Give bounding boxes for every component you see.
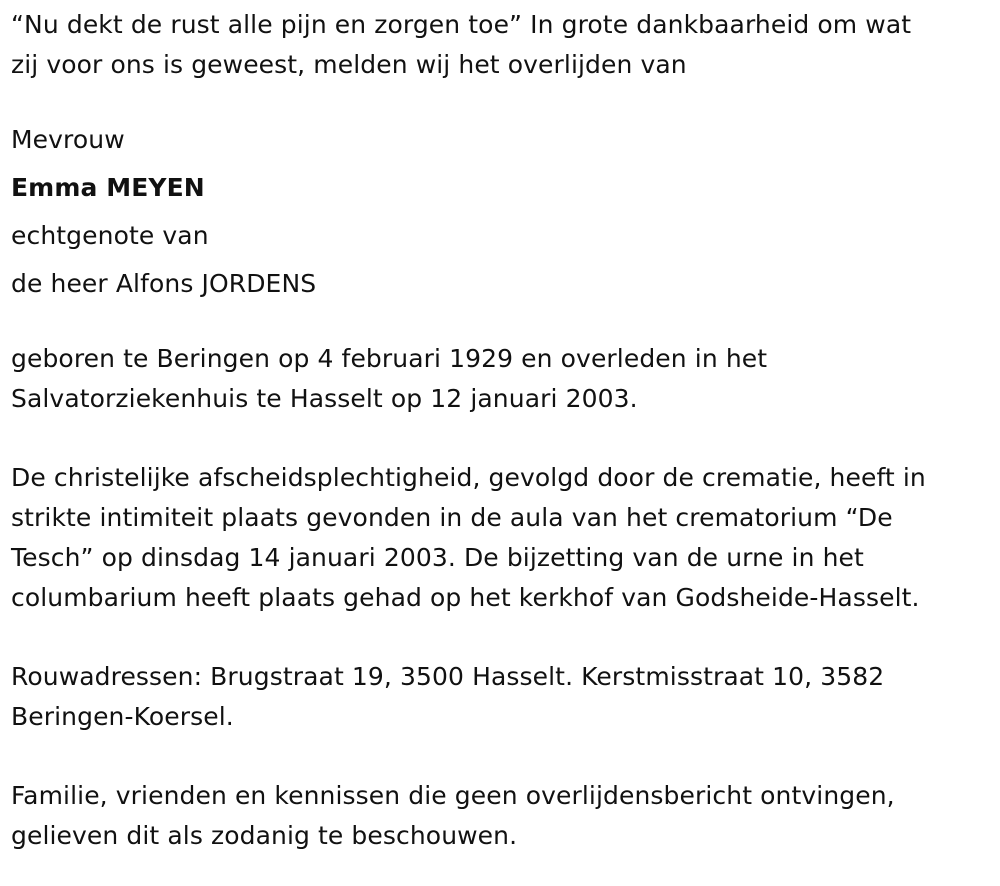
closing-paragraph bbox=[11, 776, 991, 856]
deceased-block bbox=[11, 116, 991, 308]
obituary-notice bbox=[11, 5, 991, 856]
spacer bbox=[11, 419, 991, 458]
ceremony-line: columbarium heeft plaats gehad op het kerkhof van Godsheide-Hasselt. bbox=[11, 583, 920, 612]
addresses-paragraph bbox=[11, 657, 991, 737]
deceased-name: Emma MEYEN bbox=[11, 173, 205, 202]
intro-line: “Nu dekt de rust alle pijn en zorgen toe” In grote dankbaarheid om wat bbox=[11, 10, 912, 39]
spacer bbox=[11, 85, 991, 116]
address-line: Beringen-Koersel. bbox=[11, 702, 234, 731]
intro-line: zij voor ons is geweest, melden wij het overlijden van bbox=[11, 50, 687, 79]
spouse-name: de heer Alfons JORDENS bbox=[11, 269, 317, 298]
spacer bbox=[11, 618, 991, 657]
relation-label: echtgenote van bbox=[11, 221, 209, 250]
birth-death-paragraph bbox=[11, 339, 991, 419]
ceremony-line: De christelijke afscheidsplechtigheid, gevolgd door de crematie, heeft in bbox=[11, 463, 926, 492]
closing-line: gelieven dit als zodanig te beschouwen. bbox=[11, 821, 518, 850]
spacer bbox=[11, 308, 991, 339]
birth-death-line: geboren te Beringen op 4 februari 1929 en overleden in het bbox=[11, 344, 768, 373]
intro-paragraph bbox=[11, 5, 991, 85]
ceremony-line: strikte intimiteit plaats gevonden in de aula van het crematorium “De bbox=[11, 503, 893, 532]
salutation: Mevrouw bbox=[11, 125, 125, 154]
birth-death-line: Salvatorziekenhuis te Hasselt op 12 januari 2003. bbox=[11, 384, 638, 413]
address-line: Rouwadressen: Brugstraat 19, 3500 Hasselt. Kerstmisstraat 10, 3582 bbox=[11, 662, 885, 691]
ceremony-line: Tesch” op dinsdag 14 januari 2003. De bijzetting van de urne in het bbox=[11, 543, 864, 572]
closing-line: Familie, vrienden en kennissen die geen overlijdensbericht ontvingen, bbox=[11, 781, 895, 810]
spacer bbox=[11, 737, 991, 776]
ceremony-paragraph bbox=[11, 458, 991, 618]
